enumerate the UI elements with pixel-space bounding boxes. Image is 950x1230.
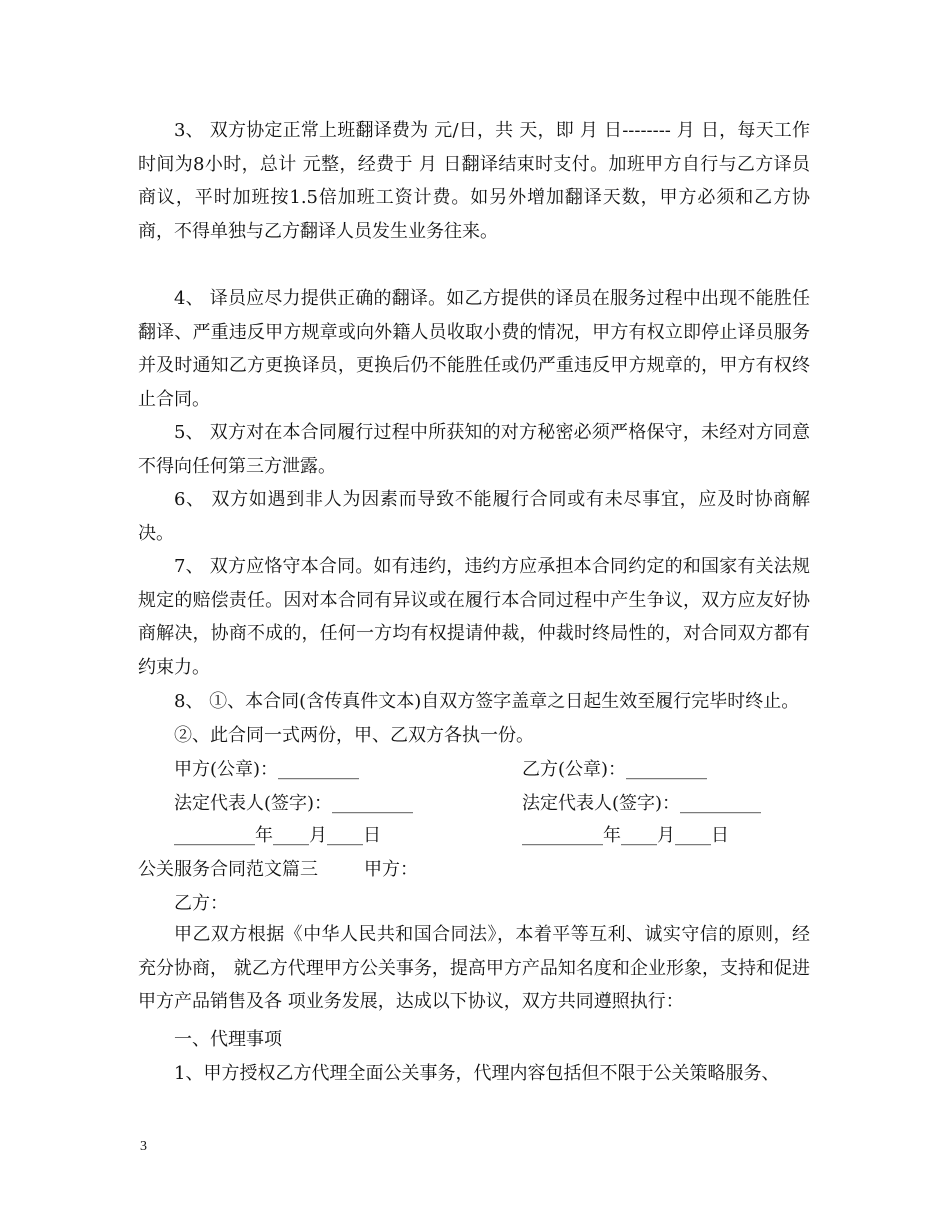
next-contract-party-b: 乙方： bbox=[174, 893, 228, 914]
clause-8: 8、 ①、本合同(含传真件文本)自双方签字盖章之日起生效至履行完毕时终止。 bbox=[174, 691, 800, 712]
party-a-seal: 甲方(公章)：_________ bbox=[174, 759, 360, 780]
page-number: 3 bbox=[140, 1139, 147, 1154]
party-b-representative: 法定代表人(签字)：_________ bbox=[522, 793, 762, 814]
party-b-date: _________年____月____日 bbox=[522, 825, 729, 846]
clause-4: 4、 译员应尽力提供正确的翻译。如乙方提供的译员在服务过程中出现不能胜任翻译、严重违反甲方规章或向外籍人员收取小费的情况，甲方有权立即停止译员服务并及时通知乙方更换译员，更换后仍不能胜任或仍严重违反甲方规章的，甲方有权终止合同。 bbox=[138, 288, 810, 410]
clause-3: 3、 双方协定正常上班翻译费为 元/日，共 天，即 月 日-------- 月 日，每天工作时间为8小时，总计 元整，经费于 月 日翻译结束时支付。加班甲方自行与乙方译员商议，平时加班按1.5倍加班工资计费。如另外增加翻译天数，甲方必须和乙方协商，不得单独与乙方翻译人员发生业务往来。 bbox=[138, 120, 810, 242]
party-a-date: _________年____月____日 bbox=[174, 825, 381, 846]
clause-6: 6、 双方如遇到非人为因素而导致不能履行合同或有未尽事宜，应及时协商解决。 bbox=[138, 489, 810, 544]
agency-item-1: 1、甲方授权乙方代理全面公关事务，代理内容包括但不限于公关策略服务、 bbox=[174, 1063, 780, 1084]
next-contract-party-a: 甲方： bbox=[364, 859, 418, 880]
party-b-seal: 乙方(公章)：_________ bbox=[522, 759, 708, 780]
clause-5: 5、 双方对在本合同履行过程中所获知的对方秘密必须严格保守，未经对方同意不得向任何第三方泄露。 bbox=[138, 422, 810, 477]
party-a-representative: 法定代表人(签字)：_________ bbox=[174, 793, 414, 814]
section-heading-1: 一、代理事项 bbox=[174, 1029, 282, 1050]
clause-8-copies: ②、此合同一式两份，甲、乙双方各执一份。 bbox=[174, 725, 534, 746]
clause-7: 7、 双方应恪守本合同。如有违约，违约方应承担本合同约定的和国家有关法规规定的赔偿责任。因对本合同有异议或在履行本合同过程中产生争议，双方应友好协商解决，协商不成的，任何一方均有权提请仲裁，仲裁时终局性的，对合同双方都有约束力。 bbox=[138, 556, 810, 678]
contract-intro: 甲乙双方根据《中华人民共和国合同法》，本着平等互利、诚实守信的原则，经充分协商， 就乙方代理甲方公关事务，提高甲方产品知名度和企业形象，支持和促进甲方产品销售及各 项业务发展，达成以下协议，双方共同遵照执行： bbox=[138, 924, 810, 1012]
next-contract-heading: 公关服务合同范文篇三 bbox=[138, 859, 318, 880]
